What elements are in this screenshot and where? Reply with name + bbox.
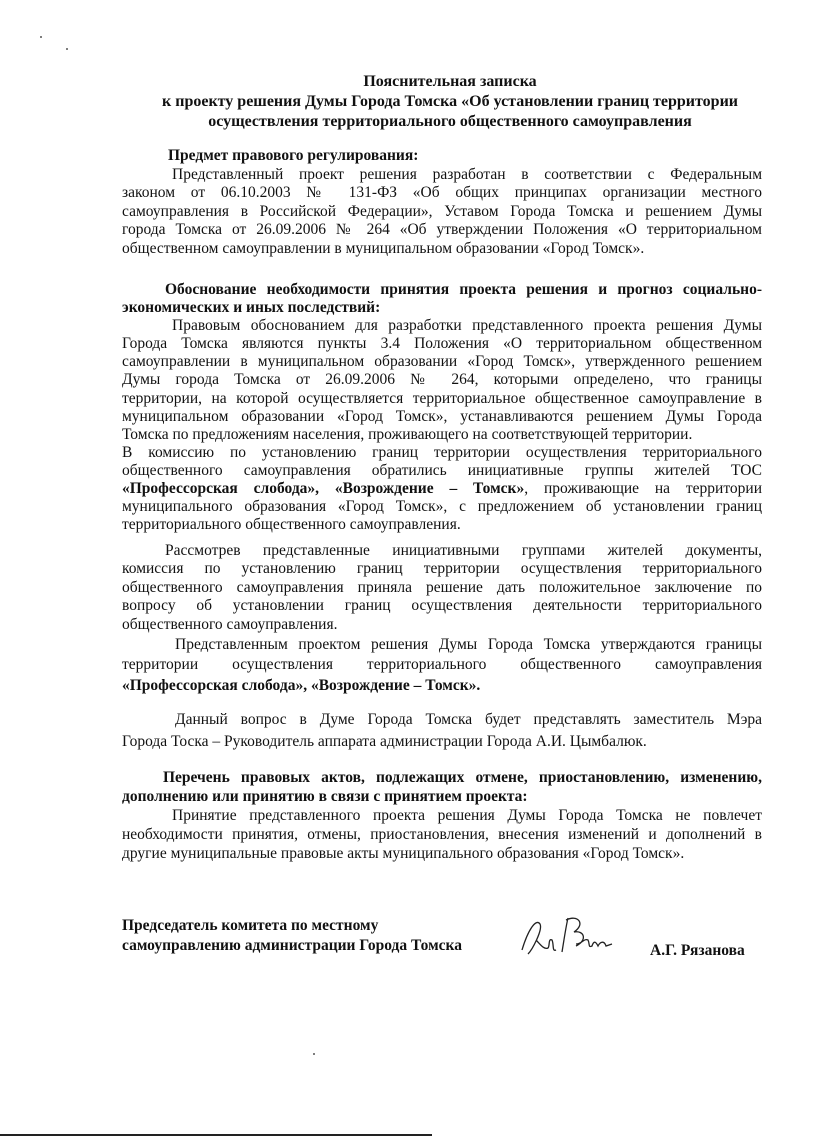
line-text: комиссия по установлению границ территории осуществления территориального <box>122 560 762 578</box>
text-line <box>122 353 762 371</box>
line-text: общественного самоуправления обратились инициативные группы жителей ТОС <box>122 461 762 479</box>
text-line <box>110 112 790 132</box>
text-line <box>122 787 762 806</box>
line-text: необходимости принятия, отмены, приостановления, внесения изменений и дополнений в <box>122 826 762 843</box>
bold-text: дополнению или принятию в связи с принятием проекта: <box>122 788 528 805</box>
section-commission <box>122 542 762 634</box>
line-text: территориального общественного самоуправления. <box>122 516 461 534</box>
text-line <box>122 335 762 353</box>
text-line <box>122 542 762 560</box>
section-justification <box>122 281 762 534</box>
line-text: территории, на которой осуществляется территориальное общественное самоуправление в <box>122 389 762 407</box>
text-line <box>122 516 762 534</box>
text-line <box>122 709 762 731</box>
line-text: к проекту решения Думы Города Томска «Об установлении границ территории <box>162 93 738 110</box>
text-line <box>122 597 762 615</box>
text-line <box>122 806 762 825</box>
line-text: , проживающие на территории <box>524 480 762 498</box>
line-text: муниципальном образовании «Город Томск», устанавливаются решением Думы Города <box>122 407 762 425</box>
line-text: другие муниципальные правовые акты муниципального образования «Город Томск». <box>122 845 685 862</box>
text-line <box>122 203 762 222</box>
bold-text: «Профессорская слобода», «Возрождение – Томск» <box>122 480 525 498</box>
bold-text: «Профессорская слобода», «Возрождение – Томск». <box>122 676 481 694</box>
text-line <box>122 480 762 498</box>
line-text: общественного самоуправления приняла решение дать положительное заключение по <box>122 578 762 596</box>
signatory-position-line1: Председатель комитета по местному <box>122 917 379 934</box>
text-line <box>122 426 762 444</box>
text-line <box>122 281 762 299</box>
section-presenter <box>122 709 762 752</box>
signatory-name: А.Г. Рязанова <box>650 942 745 959</box>
text-line <box>122 616 762 634</box>
bold-text: Обоснование необходимости принятия проекта решения и прогноз социально- <box>165 281 762 298</box>
bold-text: Предмет правового регулирования: <box>168 147 419 164</box>
text-line <box>122 221 762 240</box>
line-text: общественном самоуправлении в муниципальном образовании «Город Томск». <box>122 239 645 257</box>
text-line <box>122 655 762 675</box>
text-line <box>122 462 762 480</box>
signatory-position-line2: самоуправлению администрации Города Томска <box>122 937 462 954</box>
line-text: муниципального образования «Город Томск», с предложением об установлении границ <box>122 498 762 516</box>
scan-speck <box>313 1053 315 1055</box>
line-text: осуществления территориального общественного самоуправления <box>208 113 692 130</box>
line-text: Принятие представленного проекта решения Думы Города Томска не повлечет <box>172 807 762 824</box>
line-text: Представленным проектом решения Думы Города Томска утверждаются границы <box>175 636 762 653</box>
line-text: Данный вопрос в Думе Города Томска будет представлять заместитель Мэра <box>175 711 762 728</box>
line-text: самоуправления в Российской Федерации», Уставом Города Томска и решением Думы <box>122 202 762 220</box>
line-text: Города Тоска – Руководитель аппарата администрации Города А.И. Цымбалюк. <box>122 732 647 750</box>
line-text: Пояснительная записка <box>363 73 537 90</box>
line-text: Представленный проект решения разработан в соответствии с Федеральным <box>172 165 762 183</box>
text-line <box>122 768 762 787</box>
text-line <box>122 371 762 389</box>
section-subject <box>122 147 762 259</box>
line-text: В комиссию по установлению границ территории осуществления территориального <box>122 443 762 461</box>
line-text: вопросу об установлении границ осуществления деятельности территориального <box>122 597 762 615</box>
section-approve <box>122 635 762 696</box>
bold-text: экономических и иных последствий: <box>122 299 381 317</box>
scan-edge-line <box>0 1134 432 1136</box>
text-line <box>122 825 762 844</box>
line-text: Города Томска являются пункты 3.4 Положения «О территориальном общественном <box>122 335 762 353</box>
text-line <box>110 92 790 112</box>
text-line <box>122 444 762 462</box>
line-text: Правовым обоснованием для разработки представленного проекта решения Думы <box>172 317 762 335</box>
line-text: города Томска от 26.09.2006 № 264 «Об утверждении Положения «О территориальном <box>122 221 762 239</box>
line-text: законом от 06.10.2003 № 131-ФЗ «Об общих принципах организации местного <box>122 184 762 202</box>
line-text: территории осуществления территориального общественного самоуправления <box>122 656 762 674</box>
text-line <box>122 390 762 408</box>
text-line <box>122 408 762 426</box>
text-line <box>122 676 762 696</box>
text-line <box>122 147 762 166</box>
scan-speck <box>40 36 42 38</box>
scan-speck <box>66 48 68 50</box>
text-line <box>122 635 762 655</box>
line-text: Рассмотрев представленные инициативными группами жителей документы, <box>165 542 762 559</box>
text-line <box>122 166 762 185</box>
handwritten-signature <box>518 910 618 965</box>
text-line <box>122 731 762 753</box>
text-line <box>110 72 790 92</box>
line-text: Думы города Томска от 26.09.2006 № 264, которыми определено, что границы <box>122 371 762 389</box>
document-title <box>110 72 790 132</box>
line-text: Томска по предложениям населения, проживающего на соответствующей территории. <box>122 425 693 443</box>
text-line <box>122 184 762 203</box>
bold-text: Перечень правовых актов, подлежащих отмене, приостановлению, изменению, <box>163 769 762 786</box>
text-line <box>122 498 762 516</box>
text-line <box>122 844 762 863</box>
line-text: общественного самоуправления. <box>122 615 338 633</box>
text-line <box>122 299 762 317</box>
text-line <box>122 240 762 259</box>
section-legal-acts <box>122 768 762 863</box>
text-line <box>122 317 762 335</box>
text-line <box>122 579 762 597</box>
line-text: самоуправлении в муниципальном образовании «Город Томск», утвержденного решением <box>122 353 762 371</box>
text-line <box>122 560 762 578</box>
